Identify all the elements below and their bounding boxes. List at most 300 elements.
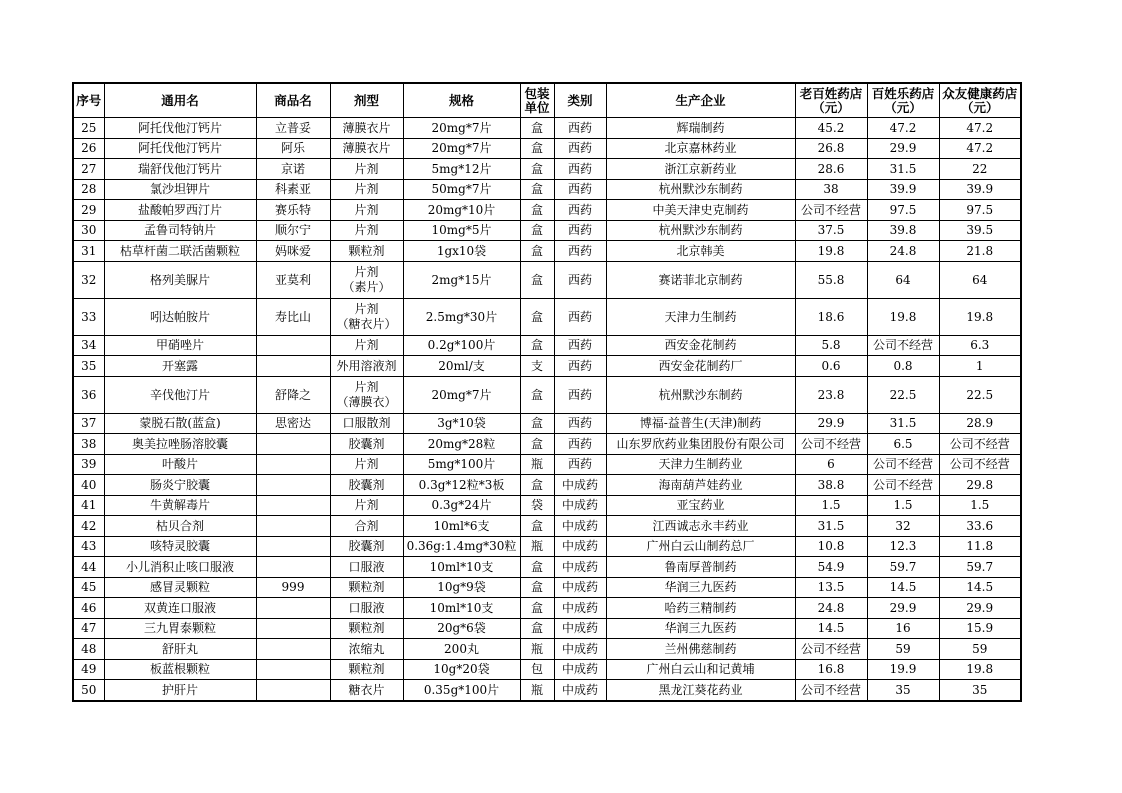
cell-pack-unit: 包 bbox=[520, 659, 554, 680]
cell-spec: 2.5mg*30片 bbox=[403, 298, 520, 335]
cell-brand-name bbox=[256, 618, 330, 639]
cell-price-store-3: 22 bbox=[939, 159, 1021, 180]
cell-spec: 1gx10袋 bbox=[403, 241, 520, 262]
cell-price-store-3: 64 bbox=[939, 261, 1021, 298]
cell-price-store-2: 19.9 bbox=[867, 659, 939, 680]
cell-pack-unit: 瓶 bbox=[520, 536, 554, 557]
cell-manufacturer: 杭州默沙东制药 bbox=[606, 220, 795, 241]
cell-category: 西药 bbox=[554, 159, 606, 180]
cell-price-store-1: 45.2 bbox=[795, 118, 867, 139]
cell-price-store-2: 12.3 bbox=[867, 536, 939, 557]
cell-category: 西药 bbox=[554, 298, 606, 335]
cell-manufacturer: 哈药三精制药 bbox=[606, 598, 795, 619]
cell-price-store-3: 19.8 bbox=[939, 659, 1021, 680]
cell-brand-name: 寿比山 bbox=[256, 298, 330, 335]
cell-category: 中成药 bbox=[554, 639, 606, 660]
cell-price-store-1: 26.8 bbox=[795, 138, 867, 159]
cell-price-store-2: 29.9 bbox=[867, 138, 939, 159]
cell-index: 40 bbox=[73, 475, 104, 496]
cell-spec: 10g*9袋 bbox=[403, 577, 520, 598]
header-price-store-1: 老百姓药店 （元） bbox=[795, 83, 867, 118]
cell-dosage-form: 外用溶液剂 bbox=[330, 356, 403, 377]
cell-pack-unit: 盒 bbox=[520, 241, 554, 262]
cell-dosage-form: 合剂 bbox=[330, 516, 403, 537]
cell-pack-unit: 盒 bbox=[520, 261, 554, 298]
cell-price-store-1: 28.6 bbox=[795, 159, 867, 180]
cell-category: 西药 bbox=[554, 220, 606, 241]
cell-brand-name bbox=[256, 516, 330, 537]
cell-pack-unit: 瓶 bbox=[520, 639, 554, 660]
cell-brand-name bbox=[256, 536, 330, 557]
cell-price-store-2: 59 bbox=[867, 639, 939, 660]
cell-price-store-3: 1.5 bbox=[939, 495, 1021, 516]
cell-dosage-form: 片剂 bbox=[330, 179, 403, 200]
cell-price-store-1: 公司不经营 bbox=[795, 639, 867, 660]
cell-category: 西药 bbox=[554, 138, 606, 159]
cell-price-store-3: 28.9 bbox=[939, 413, 1021, 434]
cell-pack-unit: 盒 bbox=[520, 159, 554, 180]
cell-price-store-1: 54.9 bbox=[795, 557, 867, 578]
cell-manufacturer: 山东罗欣药业集团股份有限公司 bbox=[606, 434, 795, 455]
cell-category: 西药 bbox=[554, 179, 606, 200]
cell-brand-name bbox=[256, 335, 330, 356]
cell-dosage-form: 片剂 bbox=[330, 495, 403, 516]
cell-index: 50 bbox=[73, 680, 104, 701]
cell-dosage-form: 薄膜衣片 bbox=[330, 138, 403, 159]
cell-price-store-3: 19.8 bbox=[939, 298, 1021, 335]
cell-spec: 20ml/支 bbox=[403, 356, 520, 377]
cell-spec: 0.36g:1.4mg*30粒 bbox=[403, 536, 520, 557]
cell-index: 34 bbox=[73, 335, 104, 356]
cell-spec: 3g*10袋 bbox=[403, 413, 520, 434]
cell-manufacturer: 亚宝药业 bbox=[606, 495, 795, 516]
cell-generic-name: 咳特灵胶囊 bbox=[104, 536, 256, 557]
cell-category: 西药 bbox=[554, 118, 606, 139]
cell-pack-unit: 盒 bbox=[520, 220, 554, 241]
cell-price-store-2: 31.5 bbox=[867, 159, 939, 180]
cell-index: 37 bbox=[73, 413, 104, 434]
table-row bbox=[73, 680, 1021, 701]
cell-pack-unit: 盒 bbox=[520, 413, 554, 434]
cell-pack-unit: 盒 bbox=[520, 335, 554, 356]
cell-dosage-form: 颗粒剂 bbox=[330, 659, 403, 680]
cell-price-store-3: 59 bbox=[939, 639, 1021, 660]
cell-generic-name: 阿托伐他汀钙片 bbox=[104, 118, 256, 139]
cell-index: 33 bbox=[73, 298, 104, 335]
cell-price-store-2: 47.2 bbox=[867, 118, 939, 139]
cell-brand-name bbox=[256, 598, 330, 619]
cell-price-store-1: 14.5 bbox=[795, 618, 867, 639]
cell-pack-unit: 盒 bbox=[520, 475, 554, 496]
cell-price-store-2: 公司不经营 bbox=[867, 454, 939, 475]
cell-index: 32 bbox=[73, 261, 104, 298]
cell-price-store-1: 19.8 bbox=[795, 241, 867, 262]
cell-price-store-2: 35 bbox=[867, 680, 939, 701]
cell-dosage-form: 糖衣片 bbox=[330, 680, 403, 701]
cell-generic-name: 蒙脱石散(蓝盒) bbox=[104, 413, 256, 434]
cell-price-store-2: 39.9 bbox=[867, 179, 939, 200]
cell-brand-name: 999 bbox=[256, 577, 330, 598]
cell-brand-name: 立普妥 bbox=[256, 118, 330, 139]
cell-brand-name bbox=[256, 680, 330, 701]
cell-pack-unit: 盒 bbox=[520, 557, 554, 578]
cell-price-store-3: 21.8 bbox=[939, 241, 1021, 262]
cell-index: 49 bbox=[73, 659, 104, 680]
table-row bbox=[73, 335, 1021, 356]
cell-category: 西药 bbox=[554, 241, 606, 262]
table-row bbox=[73, 434, 1021, 455]
cell-dosage-form: 片剂 （素片） bbox=[330, 261, 403, 298]
cell-price-store-3: 公司不经营 bbox=[939, 434, 1021, 455]
header-category: 类别 bbox=[554, 83, 606, 118]
cell-generic-name: 牛黄解毒片 bbox=[104, 495, 256, 516]
cell-generic-name: 三九胃泰颗粒 bbox=[104, 618, 256, 639]
cell-price-store-1: 37.5 bbox=[795, 220, 867, 241]
table-row bbox=[73, 298, 1021, 335]
cell-spec: 0.3g*12粒*3板 bbox=[403, 475, 520, 496]
cell-price-store-2: 59.7 bbox=[867, 557, 939, 578]
cell-category: 中成药 bbox=[554, 495, 606, 516]
cell-generic-name: 盐酸帕罗西汀片 bbox=[104, 200, 256, 221]
cell-generic-name: 感冒灵颗粒 bbox=[104, 577, 256, 598]
header-pack-unit: 包装 单位 bbox=[520, 83, 554, 118]
cell-spec: 0.3g*24片 bbox=[403, 495, 520, 516]
cell-manufacturer: 华润三九医药 bbox=[606, 618, 795, 639]
table-row bbox=[73, 659, 1021, 680]
table-row bbox=[73, 516, 1021, 537]
table-row bbox=[73, 356, 1021, 377]
cell-brand-name: 亚莫利 bbox=[256, 261, 330, 298]
cell-category: 中成药 bbox=[554, 536, 606, 557]
cell-category: 中成药 bbox=[554, 516, 606, 537]
table-row bbox=[73, 454, 1021, 475]
cell-generic-name: 孟鲁司特钠片 bbox=[104, 220, 256, 241]
cell-brand-name: 舒降之 bbox=[256, 376, 330, 413]
cell-brand-name bbox=[256, 639, 330, 660]
cell-generic-name: 氯沙坦钾片 bbox=[104, 179, 256, 200]
cell-price-store-2: 19.8 bbox=[867, 298, 939, 335]
cell-price-store-2: 64 bbox=[867, 261, 939, 298]
cell-manufacturer: 辉瑞制药 bbox=[606, 118, 795, 139]
cell-brand-name bbox=[256, 475, 330, 496]
cell-category: 中成药 bbox=[554, 598, 606, 619]
cell-spec: 10ml*6支 bbox=[403, 516, 520, 537]
cell-brand-name: 京诺 bbox=[256, 159, 330, 180]
cell-index: 35 bbox=[73, 356, 104, 377]
cell-price-store-1: 5.8 bbox=[795, 335, 867, 356]
cell-spec: 20mg*10片 bbox=[403, 200, 520, 221]
cell-manufacturer: 西安金花制药 bbox=[606, 335, 795, 356]
cell-dosage-form: 薄膜衣片 bbox=[330, 118, 403, 139]
cell-price-store-2: 14.5 bbox=[867, 577, 939, 598]
cell-price-store-1: 31.5 bbox=[795, 516, 867, 537]
cell-price-store-2: 39.8 bbox=[867, 220, 939, 241]
cell-manufacturer: 赛诺菲北京制药 bbox=[606, 261, 795, 298]
header-price-store-2: 百姓乐药店 （元） bbox=[867, 83, 939, 118]
price-table bbox=[72, 82, 1022, 702]
cell-price-store-1: 1.5 bbox=[795, 495, 867, 516]
cell-price-store-1: 23.8 bbox=[795, 376, 867, 413]
cell-brand-name: 赛乐特 bbox=[256, 200, 330, 221]
cell-dosage-form: 浓缩丸 bbox=[330, 639, 403, 660]
cell-generic-name: 瑞舒伐他汀钙片 bbox=[104, 159, 256, 180]
cell-category: 西药 bbox=[554, 434, 606, 455]
cell-price-store-1: 16.8 bbox=[795, 659, 867, 680]
cell-brand-name: 阿乐 bbox=[256, 138, 330, 159]
table-row bbox=[73, 159, 1021, 180]
cell-generic-name: 肠炎宁胶囊 bbox=[104, 475, 256, 496]
cell-dosage-form: 片剂 bbox=[330, 454, 403, 475]
cell-index: 28 bbox=[73, 179, 104, 200]
cell-price-store-2: 1.5 bbox=[867, 495, 939, 516]
cell-manufacturer: 浙江京新药业 bbox=[606, 159, 795, 180]
cell-manufacturer: 广州白云山和记黄埔 bbox=[606, 659, 795, 680]
table-row bbox=[73, 475, 1021, 496]
table-header-row bbox=[73, 83, 1021, 118]
table-row bbox=[73, 118, 1021, 139]
cell-generic-name: 枯贝合剂 bbox=[104, 516, 256, 537]
cell-price-store-3: 39.5 bbox=[939, 220, 1021, 241]
cell-generic-name: 枯草杆菌二联活菌颗粒 bbox=[104, 241, 256, 262]
cell-price-store-1: 55.8 bbox=[795, 261, 867, 298]
cell-price-store-2: 29.9 bbox=[867, 598, 939, 619]
cell-manufacturer: 天津力生制药业 bbox=[606, 454, 795, 475]
cell-price-store-3: 1 bbox=[939, 356, 1021, 377]
cell-category: 中成药 bbox=[554, 557, 606, 578]
header-brand-name: 商品名 bbox=[256, 83, 330, 118]
cell-generic-name: 开塞露 bbox=[104, 356, 256, 377]
cell-manufacturer: 中美天津史克制药 bbox=[606, 200, 795, 221]
cell-dosage-form: 片剂 bbox=[330, 200, 403, 221]
cell-generic-name: 双黄连口服液 bbox=[104, 598, 256, 619]
cell-pack-unit: 盒 bbox=[520, 516, 554, 537]
cell-price-store-3: 47.2 bbox=[939, 118, 1021, 139]
cell-brand-name bbox=[256, 495, 330, 516]
cell-brand-name: 顺尔宁 bbox=[256, 220, 330, 241]
table-row bbox=[73, 376, 1021, 413]
table-row bbox=[73, 179, 1021, 200]
table-row bbox=[73, 557, 1021, 578]
table-row bbox=[73, 200, 1021, 221]
cell-dosage-form: 口服散剂 bbox=[330, 413, 403, 434]
cell-index: 42 bbox=[73, 516, 104, 537]
cell-price-store-3: 14.5 bbox=[939, 577, 1021, 598]
cell-price-store-2: 24.8 bbox=[867, 241, 939, 262]
cell-price-store-3: 15.9 bbox=[939, 618, 1021, 639]
cell-pack-unit: 瓶 bbox=[520, 680, 554, 701]
cell-category: 中成药 bbox=[554, 618, 606, 639]
cell-category: 西药 bbox=[554, 200, 606, 221]
cell-pack-unit: 盒 bbox=[520, 200, 554, 221]
cell-spec: 10ml*10支 bbox=[403, 557, 520, 578]
cell-category: 西药 bbox=[554, 454, 606, 475]
cell-spec: 10ml*10支 bbox=[403, 598, 520, 619]
header-generic-name: 通用名 bbox=[104, 83, 256, 118]
cell-manufacturer: 北京嘉林药业 bbox=[606, 138, 795, 159]
cell-manufacturer: 北京韩美 bbox=[606, 241, 795, 262]
cell-dosage-form: 胶囊剂 bbox=[330, 475, 403, 496]
cell-brand-name bbox=[256, 659, 330, 680]
cell-index: 30 bbox=[73, 220, 104, 241]
cell-manufacturer: 西安金花制药厂 bbox=[606, 356, 795, 377]
cell-price-store-1: 29.9 bbox=[795, 413, 867, 434]
cell-dosage-form: 颗粒剂 bbox=[330, 241, 403, 262]
cell-price-store-1: 18.6 bbox=[795, 298, 867, 335]
cell-pack-unit: 袋 bbox=[520, 495, 554, 516]
cell-index: 31 bbox=[73, 241, 104, 262]
cell-pack-unit: 盒 bbox=[520, 376, 554, 413]
cell-price-store-3: 33.6 bbox=[939, 516, 1021, 537]
cell-manufacturer: 博福-益普生(天津)制药 bbox=[606, 413, 795, 434]
cell-price-store-3: 97.5 bbox=[939, 200, 1021, 221]
cell-spec: 5mg*100片 bbox=[403, 454, 520, 475]
cell-spec: 20mg*7片 bbox=[403, 118, 520, 139]
cell-category: 中成药 bbox=[554, 475, 606, 496]
cell-pack-unit: 盒 bbox=[520, 434, 554, 455]
cell-spec: 0.2g*100片 bbox=[403, 335, 520, 356]
cell-spec: 10mg*5片 bbox=[403, 220, 520, 241]
table-row bbox=[73, 220, 1021, 241]
cell-generic-name: 辛伐他汀片 bbox=[104, 376, 256, 413]
cell-pack-unit: 盒 bbox=[520, 598, 554, 619]
cell-category: 中成药 bbox=[554, 680, 606, 701]
cell-index: 25 bbox=[73, 118, 104, 139]
table-row bbox=[73, 618, 1021, 639]
cell-index: 27 bbox=[73, 159, 104, 180]
cell-manufacturer: 海南葫芦娃药业 bbox=[606, 475, 795, 496]
cell-pack-unit: 盒 bbox=[520, 118, 554, 139]
cell-generic-name: 阿托伐他汀钙片 bbox=[104, 138, 256, 159]
cell-spec: 10g*20袋 bbox=[403, 659, 520, 680]
header-spec: 规格 bbox=[403, 83, 520, 118]
cell-index: 38 bbox=[73, 434, 104, 455]
cell-manufacturer: 杭州默沙东制药 bbox=[606, 179, 795, 200]
cell-price-store-1: 38 bbox=[795, 179, 867, 200]
cell-spec: 200丸 bbox=[403, 639, 520, 660]
cell-index: 39 bbox=[73, 454, 104, 475]
cell-index: 36 bbox=[73, 376, 104, 413]
cell-spec: 20g*6袋 bbox=[403, 618, 520, 639]
cell-category: 西药 bbox=[554, 335, 606, 356]
cell-generic-name: 护肝片 bbox=[104, 680, 256, 701]
cell-price-store-3: 6.3 bbox=[939, 335, 1021, 356]
cell-dosage-form: 口服液 bbox=[330, 598, 403, 619]
cell-price-store-3: 29.9 bbox=[939, 598, 1021, 619]
cell-pack-unit: 盒 bbox=[520, 298, 554, 335]
cell-price-store-2: 31.5 bbox=[867, 413, 939, 434]
cell-price-store-2: 97.5 bbox=[867, 200, 939, 221]
cell-dosage-form: 胶囊剂 bbox=[330, 536, 403, 557]
cell-brand-name: 妈咪爱 bbox=[256, 241, 330, 262]
cell-pack-unit: 支 bbox=[520, 356, 554, 377]
cell-generic-name: 格列美脲片 bbox=[104, 261, 256, 298]
cell-brand-name: 思密达 bbox=[256, 413, 330, 434]
table-row bbox=[73, 639, 1021, 660]
table-row bbox=[73, 413, 1021, 434]
cell-brand-name bbox=[256, 557, 330, 578]
cell-index: 29 bbox=[73, 200, 104, 221]
cell-generic-name: 小儿消积止咳口服液 bbox=[104, 557, 256, 578]
cell-category: 西药 bbox=[554, 376, 606, 413]
cell-category: 中成药 bbox=[554, 659, 606, 680]
cell-price-store-1: 13.5 bbox=[795, 577, 867, 598]
cell-manufacturer: 黑龙江葵花药业 bbox=[606, 680, 795, 701]
cell-category: 西药 bbox=[554, 413, 606, 434]
cell-brand-name bbox=[256, 356, 330, 377]
cell-price-store-1: 6 bbox=[795, 454, 867, 475]
cell-index: 48 bbox=[73, 639, 104, 660]
cell-spec: 20mg*7片 bbox=[403, 138, 520, 159]
cell-manufacturer: 江西诚志永丰药业 bbox=[606, 516, 795, 537]
table-body bbox=[73, 118, 1021, 701]
cell-brand-name: 科素亚 bbox=[256, 179, 330, 200]
cell-price-store-3: 35 bbox=[939, 680, 1021, 701]
table-row bbox=[73, 495, 1021, 516]
cell-price-store-2: 0.8 bbox=[867, 356, 939, 377]
table-row bbox=[73, 598, 1021, 619]
table-row bbox=[73, 261, 1021, 298]
cell-index: 46 bbox=[73, 598, 104, 619]
cell-price-store-3: 59.7 bbox=[939, 557, 1021, 578]
cell-category: 西药 bbox=[554, 261, 606, 298]
cell-price-store-1: 公司不经营 bbox=[795, 200, 867, 221]
cell-dosage-form: 片剂 bbox=[330, 220, 403, 241]
cell-spec: 20mg*7片 bbox=[403, 376, 520, 413]
table-row bbox=[73, 536, 1021, 557]
cell-pack-unit: 瓶 bbox=[520, 454, 554, 475]
header-price-store-3: 众友健康药店 （元） bbox=[939, 83, 1021, 118]
cell-manufacturer: 华润三九医药 bbox=[606, 577, 795, 598]
cell-price-store-2: 公司不经营 bbox=[867, 335, 939, 356]
cell-dosage-form: 片剂 bbox=[330, 159, 403, 180]
cell-price-store-2: 22.5 bbox=[867, 376, 939, 413]
table-row bbox=[73, 577, 1021, 598]
cell-index: 43 bbox=[73, 536, 104, 557]
cell-generic-name: 吲达帕胺片 bbox=[104, 298, 256, 335]
cell-spec: 0.35g*100片 bbox=[403, 680, 520, 701]
cell-dosage-form: 口服液 bbox=[330, 557, 403, 578]
cell-generic-name: 板蓝根颗粒 bbox=[104, 659, 256, 680]
cell-dosage-form: 颗粒剂 bbox=[330, 577, 403, 598]
cell-manufacturer: 广州白云山制药总厂 bbox=[606, 536, 795, 557]
cell-spec: 20mg*28粒 bbox=[403, 434, 520, 455]
cell-dosage-form: 胶囊剂 bbox=[330, 434, 403, 455]
cell-index: 45 bbox=[73, 577, 104, 598]
cell-price-store-3: 公司不经营 bbox=[939, 454, 1021, 475]
cell-price-store-2: 公司不经营 bbox=[867, 475, 939, 496]
cell-manufacturer: 天津力生制药 bbox=[606, 298, 795, 335]
cell-price-store-2: 32 bbox=[867, 516, 939, 537]
cell-manufacturer: 杭州默沙东制药 bbox=[606, 376, 795, 413]
cell-price-store-3: 29.8 bbox=[939, 475, 1021, 496]
cell-generic-name: 叶酸片 bbox=[104, 454, 256, 475]
cell-brand-name bbox=[256, 434, 330, 455]
cell-index: 26 bbox=[73, 138, 104, 159]
cell-spec: 50mg*7片 bbox=[403, 179, 520, 200]
cell-category: 西药 bbox=[554, 356, 606, 377]
cell-brand-name bbox=[256, 454, 330, 475]
cell-price-store-3: 22.5 bbox=[939, 376, 1021, 413]
cell-price-store-1: 公司不经营 bbox=[795, 680, 867, 701]
cell-generic-name: 奥美拉唑肠溶胶囊 bbox=[104, 434, 256, 455]
cell-price-store-1: 24.8 bbox=[795, 598, 867, 619]
cell-pack-unit: 盒 bbox=[520, 138, 554, 159]
header-index: 序号 bbox=[73, 83, 104, 118]
cell-dosage-form: 片剂 （糖衣片） bbox=[330, 298, 403, 335]
cell-index: 41 bbox=[73, 495, 104, 516]
cell-dosage-form: 片剂 （薄膜衣） bbox=[330, 376, 403, 413]
cell-index: 47 bbox=[73, 618, 104, 639]
